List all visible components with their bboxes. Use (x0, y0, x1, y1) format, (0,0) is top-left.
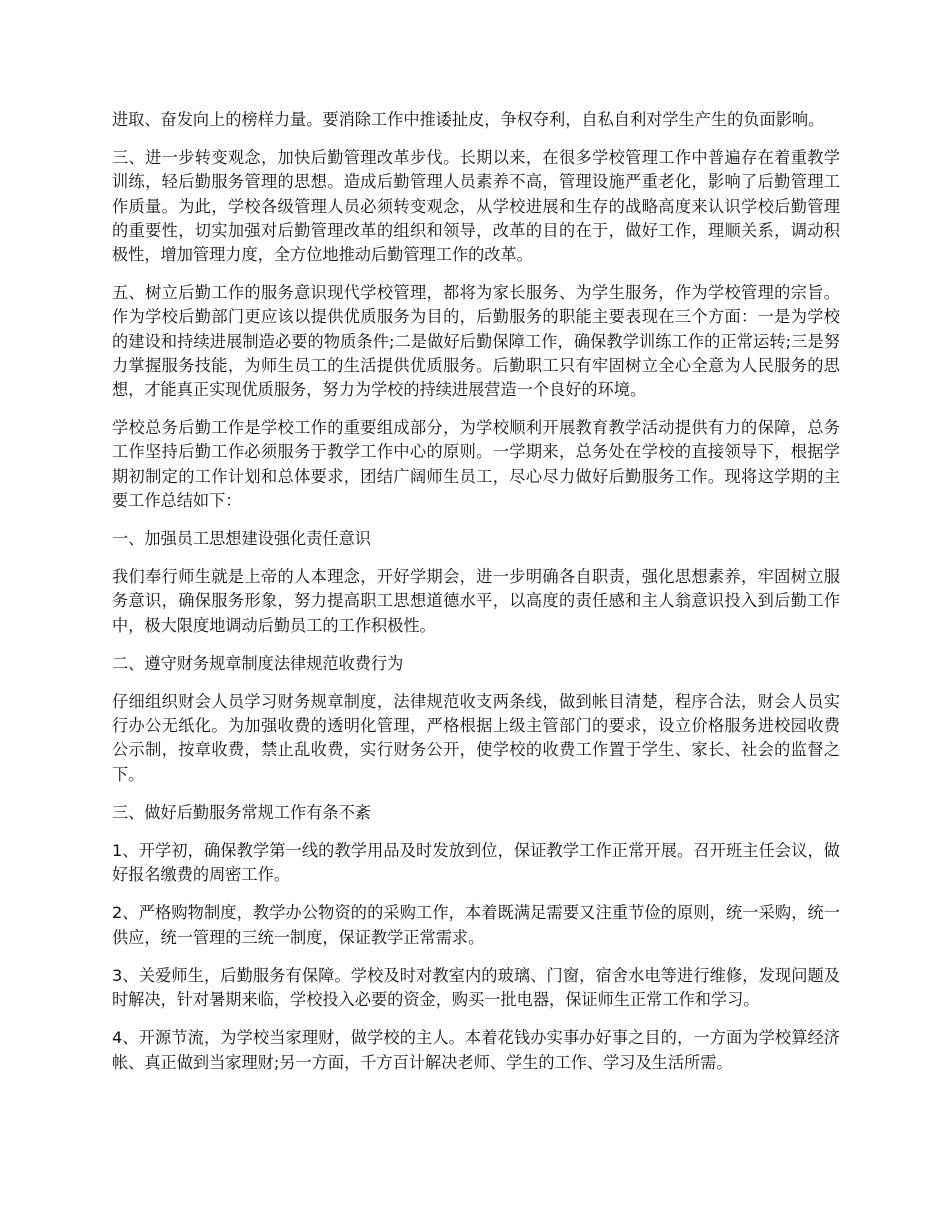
paragraph: 学校总务后勤工作是学校工作的重要组成部分，为学校顺利开展教育教学活动提供有力的保障，总务工作坚持后勤工作必须服务于教学工作中心的原则。一学期来，总务处在学校的直接领导下，根据学期初制定的工作计划和总体要求，团结广阔师生员工，尽心尽力做好后勤服务工作。现将这学期的主要工作总结如下： (112, 418, 840, 510)
list-item: 4、开源节流，为学校当家理财，做学校的主人。本着花钱办实事办好事之目的，一方面为学校算经济帐、真正做到当家理财;另一方面，千方百计解决老师、学生的工作、学习及生活所需。 (112, 1028, 840, 1072)
document-page (112, 108, 840, 1089)
section-heading: 三、做好后勤服务常规工作有条不紊 (112, 802, 371, 822)
list-item: 2、严格购物制度，教学办公物资的的采购工作，本着既满足需要又注重节俭的原则，统一采购，统一供应，统一管理的三统一制度，保证教学正常需求。 (112, 903, 840, 947)
paragraph: 仔细组织财会人员学习财务规章制度，法律规范收支两条线，做到帐目清楚，程序合法，财会人员实行办公无纸化。为加强收费的透明化管理，严格根据上级主管部门的要求，设立价格服务进校园收费公示制，按章收费，禁止乱收费，实行财务公开，使学校的收费工作置于学生、家长、社会的监督之下。 (112, 692, 840, 784)
section-heading: 一、加强员工思想建设强化责任意识 (112, 529, 371, 549)
paragraph: 五、树立后勤工作的服务意识现代学校管理，都将为家长服务、为学生服务，作为学校管理的宗旨。作为学校后勤部门更应该以提供优质服务为目的，后勤服务的职能主要表现在三个方面：一是为学校的建设和持续进展制造必要的物质条件;二是做好后勤保障工作，确保教学训练工作的正常运转;三是努力掌握服务技能，为师生员工的生活提供优质服务。后勤职工只有牢固树立全心全意为人民服务的思想，才能真正实现优质服务，努力为学校的持续进展营造一个良好的环境。 (112, 283, 840, 400)
paragraph: 三、进一步转变观念，加快后勤管理改革步伐。长期以来，在很多学校管理工作中普遍存在着重教学训练，轻后勤服务管理的思想。造成后勤管理人员素养不高，管理设施严重老化，影响了后勤管理工作质量。为此，学校各级管理人员必须转变观念，从学校进展和生存的战略高度来认识学校后勤管理的重要性，切实加强对后勤管理改革的组织和领导，改革的目的在于，做好工作，理顺关系，调动积极性，增加管理力度，全方位地推动后勤管理工作的改革。 (112, 148, 840, 265)
paragraph: 进取、奋发向上的榜样力量。要消除工作中推诿扯皮，争权夺利，自私自利对学生产生的负面影响。 (112, 110, 825, 129)
list-item: 3、关爱师生，后勤服务有保障。学校及时对教室内的玻璃、门窗，宿舍水电等进行维修，发现问题及时解决，针对暑期来临，学校投入必要的资金，购买一批电器，保证师生正常工作和学习。 (112, 965, 840, 1010)
list-item: 1、开学初，确保教学第一线的教学用品及时发放到位，保证教学工作正常开展。召开班主任会议，做好报名缴费的周密工作。 (112, 841, 840, 885)
paragraph: 我们奉行师生就是上帝的人本理念，开好学期会，进一步明确各自职责，强化思想素养，牢固树立服务意识，确保服务形象，努力提高职工思想道德水平，以高度的责任感和主人翁意识投入到后勤工作中，极大限度地调动后勤员工的工作积极性。 (112, 567, 840, 635)
section-heading: 二、遵守财务规章制度法律规范收费行为 (112, 653, 404, 673)
